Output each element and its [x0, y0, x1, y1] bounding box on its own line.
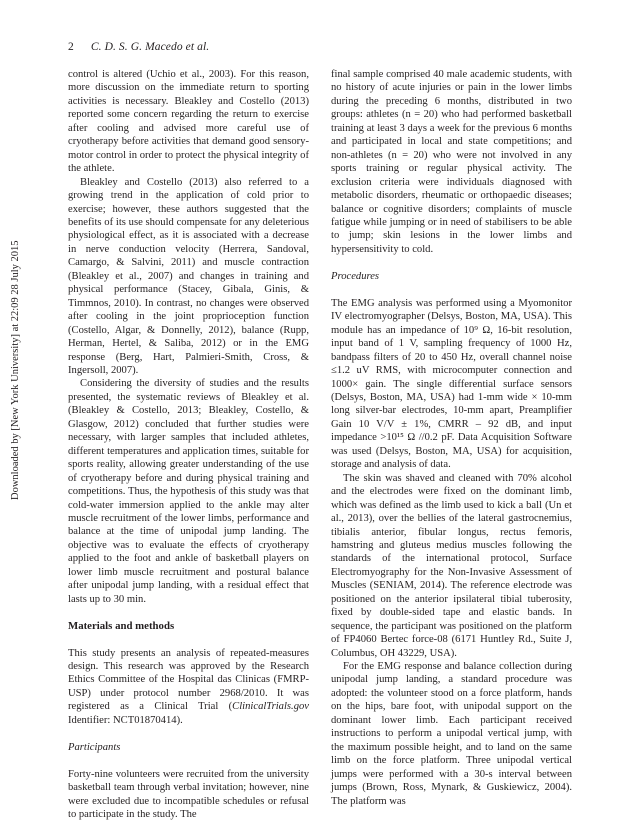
subsection-heading-procedures: Procedures: [331, 271, 380, 283]
methods-text-a: This study presents an analysis of repeated-measures design. This research was approved by the Research Ethics Committee of the Hospital das Clinicas (FMRP-USP) under protocol number 2968/2010. It was registered as a Clinical Trial (: [68, 647, 309, 713]
running-head-authors: C. D. S. G. Macedo et al.: [90, 41, 210, 53]
running-header: [68, 41, 209, 53]
methods-text-b: Identifier: NCT01870414).: [68, 714, 183, 726]
procedures-paragraph-1: The EMG analysis was performed using a Myomonitor IV electromyographer (Delsys, Boston, MA, USA). This module has an impedance of 10⁹ Ω, 16-bit resolution, input band of 1 V, sampling frequency of 1000 Hz, bandpass filters of 20 to 450 Hz, overall channel noise ≤1.2 uV RMS, with microcomputer connection and 1000× gain. The single differential surface sensors (Delsys, Boston, MA, USA) had 1-mm wide × 10-mm long silver-bar electrodes, 10-mm apart, Preamplifier Gain 10 V/V ± 1%, CMRR – 92 dB, and input impedance >10¹⁵ Ω //0.2 pF. Data Acquisition Software was used (Delsys, Boston, MA, USA) for acquisition, storage and analysis of data.: [331, 297, 572, 471]
participants-paragraph-continued: final sample comprised 40 male academic students, with no history of acute injuries or pain in the lower limbs during the preceding 6 months, distributed in two groups: athletes (n = 20) who had performed basketball training at least 3 days a week for the previous 6 months and participated in local and state competitions; and non-athletes (n = 20) who were not involved in any sports training or regular physical activity. The exclusion criteria were individuals diagnosed with metabolic disorders, rheumatic or orthopaedic diseases; balance or cognitive disorders; complaints of muscle fatigue while jumping or in need of stabilisers to be able to jump; skin lesions in the lower limbs and hypersensitivity to cold.: [331, 69, 572, 255]
procedures-paragraph-2: The skin was shaved and cleaned with 70% alcohol and the electrodes were fixed on the dominant limb, which was defined as the limb used to kick a ball (Un et al., 2013), over the bellies of the lateral gastrocnemius, tibialis anterior, fibular longus, rectus femoris, hamstring and gluteus medius muscles following the standards of the international protocol, Surface Electromyography for the Non-Invasive Assessment of Muscles (SENIAM, 2014). The reference electrode was positioned on the anterior ipsilateral tibial tuberosity, fixed by double-sided tape and elastic bands. In sequence, the participant was positioned on the platform of FP4060 Bertec force-08 (6171 Huntley Rd., Suite J, Columbus, OH 43229, USA).: [331, 472, 572, 659]
procedures-paragraph-3: For the EMG response and balance collection during unipodal jump landing, a standard procedure was adopted: the volunteer stood on a force platform, hands on the hips, bare foot, with unipodal support on the dominant lower limb. Each participant received instructions to perform a unipodal vertical jump, with the maximum possible height, and to land on the same limb on the force platform. Three unipodal vertical jumps were performed with a 30-s interval between jumps (Brown, Ross, Mynark, & Guskiewicz, 2004). The platform was: [331, 661, 572, 807]
intro-paragraph-3: Considering the diversity of studies and the results presented, the systematic reviews of Bleakley et al. (Bleakley & Costello, 2013; Bleakley, Costello, & Glasgow, 2012) concluded that further studies were necessary, with larger samples that included athletes, different temperatures and application times, suitable for sports reality, allowing greater understanding of the use of cryotherapy before and during physical training and competitions. Thus, the hypothesis of this study was that cold-water immersion applied to the ankle may alter muscle recruitment of the lower limbs, performance and balance at the time of unipodal jump landing. The objective was to evaluate the effects of cryotherapy applied to the foot and ankle of basketball players on lower limb muscle recruitment and postural balance after unipodal jump landing, with a residual effect that lasts up to 30 min.: [68, 378, 309, 605]
download-watermark-text: Downloaded by [New York University] at 22:09 28 July 2015: [10, 240, 21, 500]
section-heading-methods: Materials and methods: [68, 620, 175, 633]
participants-paragraph: Forty-nine volunteers were recruited from the university basketball team through verbal invitation; however, nine were excluded due to incompatible schedules or refusal to participate in the study. The: [68, 768, 309, 821]
intro-paragraph-2: Bleakley and Costello (2013) also referred to a growing trend in the application of cold prior to exercise; however, these authors suggested that the benefits of its use should compensate for any deleterious physiological effect, as it is associated with a decrease in nerve conduction velocity (Herrera, Sandoval, Camargo, & Salvini, 2011) and muscle contraction (Bleakley et al., 2007) and changes in training and physical performance (Stacey, Gibala, Ginis, & Timmnos, 2010). In contrast, no changes were observed after cooling in the joint proprioception function (Costello, Algar, & Donnelly, 2012), balance (Rupp, Herman, Hertel, & Saliba, 2012) or in the EMG response (Berg, Hart, Palmieri-Smith, Cross, & Ingersoll, 2007).: [68, 176, 309, 376]
methods-paragraph: [68, 647, 309, 728]
clinicaltrials-link-text: ClinicalTrials.gov: [232, 701, 309, 713]
left-column: [68, 68, 309, 822]
subsection-heading-participants: Participants: [68, 742, 121, 754]
right-column: [331, 68, 572, 808]
page-number: 2: [68, 41, 74, 53]
download-watermark: [0, 0, 20, 831]
intro-paragraph-1: control is altered (Uchio et al., 2003). For this reason, more discussion on the immediate return to sporting activities is necessary. Bleakley and Costello (2013) reported some concern regarding the return to exercise after cooling and advised more careful use of cryotherapy before activities that demand good sensory-motor control in order to protect the physical integrity of the athlete.: [68, 69, 309, 175]
